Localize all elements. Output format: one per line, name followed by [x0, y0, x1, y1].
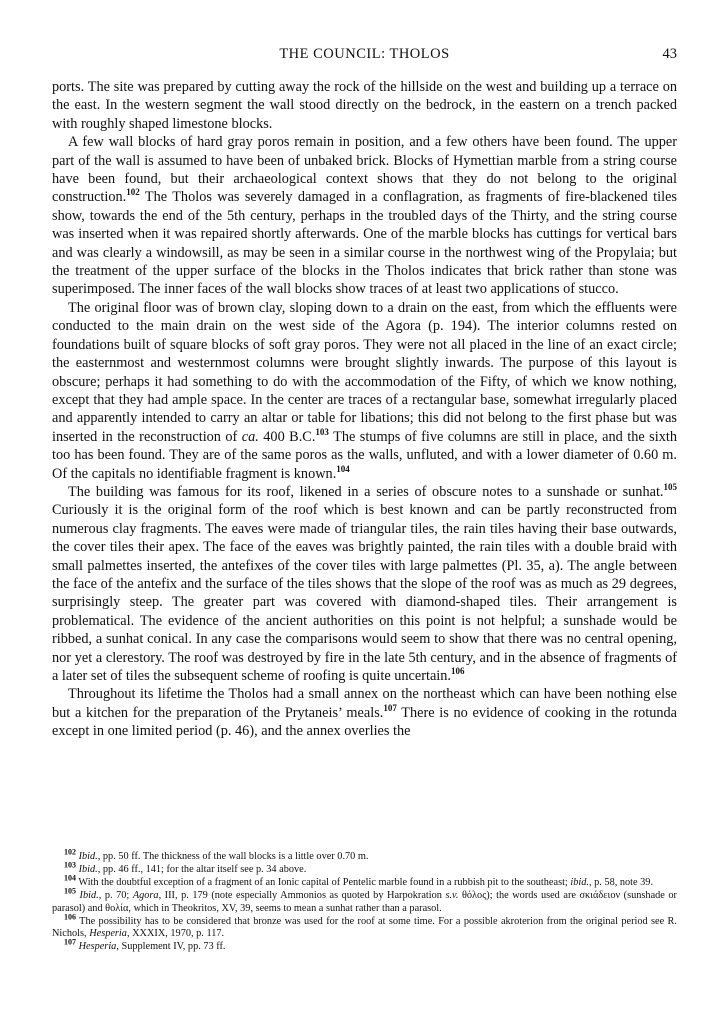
- running-head: [52, 46, 677, 66]
- body-text: [52, 78, 677, 741]
- footnote-marker: 102: [126, 187, 140, 198]
- paragraph: [52, 299, 677, 483]
- italic-text: Ibid.: [79, 889, 99, 901]
- footnote: [52, 937, 677, 954]
- text-run: The building was famous for its roof, likened in a series of obscure notes to a sunshade or sunhat.: [68, 483, 664, 500]
- italic-text: ca.: [241, 428, 259, 445]
- footnote: [52, 873, 677, 890]
- footnote-marker: 105: [663, 482, 677, 493]
- text-run: , III, p. 179 (note especially Ammonios as quoted by Harpokration: [158, 889, 446, 901]
- running-head-title: THE COUNCIL: THOLOS: [279, 46, 450, 62]
- footnote: [52, 886, 677, 916]
- text-run: A few wall blocks of hard gray poros remain in position, and a few others have been found. The upper part of the wall is assumed to have been of unbaked brick. Blocks of Hymettian marble from a string course have been found, but their archaeological context shows that they do not belong to the original construction.: [52, 134, 677, 206]
- footnote-number: 106: [64, 912, 76, 922]
- italic-text: Agora: [132, 889, 159, 901]
- text-run: , XXXIX, 1970, p. 117.: [126, 928, 225, 940]
- text-run: With the doubtful exception of a fragment of an Ionic capital of Pentelic marble found in a rubbish pit to the southeast;: [76, 876, 571, 888]
- footnote-marker: 107: [383, 703, 397, 714]
- italic-text: Hesperia: [89, 928, 127, 940]
- text-run: Throughout its lifetime the Tholos had a small annex on the northeast which can have been nothing else but a kitchen for the preparation of the Prytaneis’ meals.: [52, 686, 677, 721]
- text-run: Curiously it is the original form of the roof which is best known and can be partly reconstructed from numerous clay fragments. The eaves were made of triangular tiles, the rain tiles having their base outwards, the cover tiles their apex. The face of the eaves was brightly painted, the rain tiles with a double braid with small palmettes inserted, the antefixes of the cover tiles with large palmettes (Pl. 35, a). The angle between the face of the antefix and the surface of the tiles shows that the slope of the roof was as much as 29 degrees, surprisingly steep. The greater part was covered with diamond-shaped tiles. Their arrangement is problematical. The evidence of the ancient authorities on this point is not helpful; a sunshade would be ribbed, a sunhat conical. In any case the comparisons would seem to show that there was no central opening, nor yet a clerestory. The roof was destroyed by fire in the late 5th century, and in the absence of fragments of a later set of tiles the subsequent scheme of roofing is quite uncertain.: [52, 502, 677, 684]
- italic-text: Ibid.: [78, 851, 98, 862]
- footnote-number: 105: [64, 886, 76, 896]
- text-run: , Supplement IV, pp. 73 ff.: [116, 941, 226, 953]
- paragraph: [52, 685, 677, 740]
- footnote-marker: 103: [315, 426, 329, 437]
- text-run: , p. 70;: [98, 889, 133, 901]
- text-run: , pp. 46 ff., 141; for the altar itself see p. 34 above.: [97, 863, 307, 875]
- text-run: The possibility has to be considered that bronze was used for the roof at some time. For a possible akroterion from the original period see R. Nichols,: [52, 915, 677, 940]
- page-number: 43: [662, 46, 677, 62]
- paragraph: [52, 133, 677, 299]
- footnote-marker: 104: [336, 463, 350, 474]
- paragraph: [52, 78, 677, 133]
- footnote: [52, 860, 677, 877]
- footnote-number: 104: [64, 873, 76, 883]
- text-run: 400 B.C.: [258, 428, 316, 445]
- text-run: , p. 58, note 39.: [588, 876, 654, 888]
- italic-text: ibid.: [570, 876, 589, 888]
- text-run: θόλος); the words used are σκιάδειον (sunshade or parasol) and θολία, which in Theokritos, XV, 39, seems to mean a sunhat rather than a parasol.: [52, 889, 677, 914]
- text-run: The stumps of five columns are still in place, and the sixth too has been found. They are of the same poros as the walls, unfluted, and with a lower diameter of 0.60 m. Of the capitals no identifiable fragment is known.: [52, 428, 677, 482]
- text-run: The original floor was of brown clay, sloping down to a drain on the east, from which the effluents were conducted to the main drain on the west side of the Agora (p. 194). The interior columns rested on foundations built of square blocks of soft gray poros. They were not all placed in the line of an exact circle; the easternmost and westernmost columns were brought slightly inwards. The purpose of this layout is obscure; perhaps it had something to do with the accommodation of the Fifty, of which we know nothing, except that they had ample space. In the center are traces of a rectangular base, somewhat irregularly placed and apparently intended to carry an altar or table for libations; this did not belong to the first phase but was inserted in the reconstruction of: [52, 299, 677, 445]
- text-run: The Tholos was severely damaged in a conflagration, as fragments of fire-blackened tiles show, towards the end of the 5th century, perhaps in the troubled days of the Thirty, and the string course was inserted when it was repaired shortly afterwards. One of the marble blocks has cuttings for vertical bars and was clearly a windowsill, as may be seen in a similar course in the northwest wing of the Propylaia; but the treatment of the upper surface of the blocks in the Tholos indicates that brick rather than stone was superimposed. The inner faces of the wall blocks show traces of at least two applications of stucco.: [52, 189, 677, 298]
- italic-text: Hesperia: [78, 941, 117, 953]
- footnote-marker: 106: [451, 666, 465, 677]
- italic-text: Ibid.: [78, 863, 98, 875]
- footnote: [52, 912, 677, 942]
- footnotes: [52, 847, 677, 954]
- text-run: , pp. 50 ff. The thickness of the wall blocks is a little over 0.70 m.: [97, 851, 369, 862]
- paragraph: [52, 483, 677, 685]
- footnote: [52, 847, 677, 864]
- text-run: There is no evidence of cooking in the rotunda except in one limited period (p. 46), and the annex overlies the: [52, 704, 677, 740]
- italic-text: s.v.: [445, 889, 459, 901]
- text-run: ports. The site was prepared by cutting away the rock of the hillside on the west and building up a terrace on the east. In the western segment the wall stood directly on the bedrock, in the eastern on a trench packed with roughly shaped limestone blocks.: [52, 79, 677, 132]
- footnote-number: 107: [64, 937, 76, 947]
- footnote-number: 102: [64, 847, 76, 857]
- footnote-number: 103: [64, 860, 76, 870]
